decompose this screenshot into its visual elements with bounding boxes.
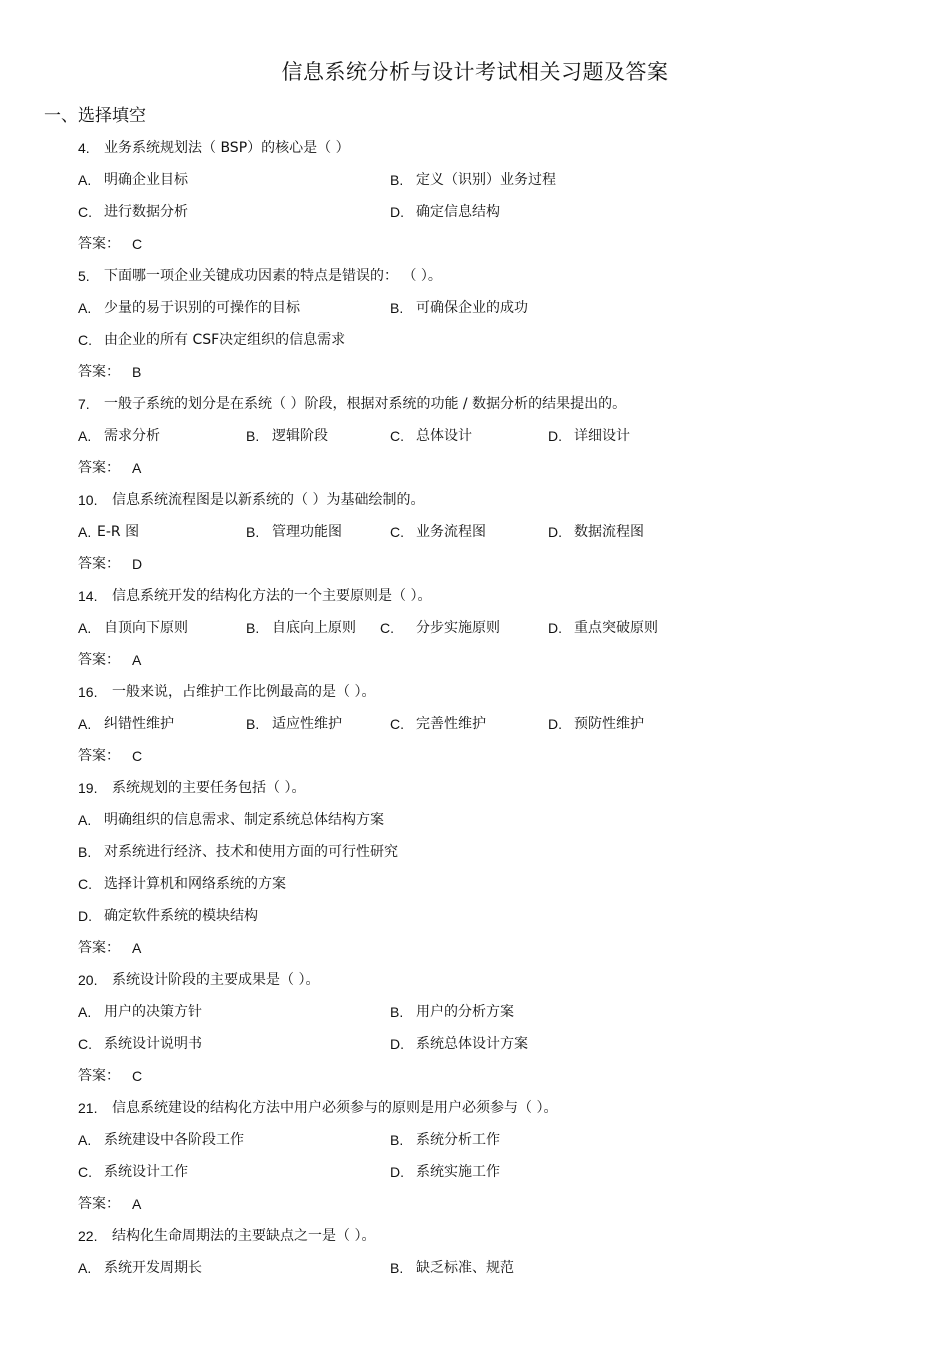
option-letter: B. (246, 716, 260, 732)
option-letter: B. (246, 524, 260, 540)
answer-label: 答案： (78, 1196, 120, 1212)
option-row (0, 840, 950, 864)
option-letter: A. (78, 428, 92, 444)
option-text: 可确保企业的成功 (416, 300, 528, 316)
answer-value: C (132, 1068, 143, 1084)
answer-line (0, 648, 950, 672)
option-text: 用户的决策方针 (104, 1004, 202, 1020)
option-letter: D. (390, 204, 404, 220)
document-title: 信息系统分析与设计考试相关习题及答案 (281, 60, 669, 84)
option-row (0, 1128, 950, 1152)
option-row (0, 1160, 950, 1184)
answer-label: 答案： (78, 460, 120, 476)
answer-label: 答案： (78, 652, 120, 668)
answer-value: A (132, 940, 142, 956)
answer-value: C (132, 748, 143, 764)
option-text: 预防性维护 (574, 716, 644, 732)
option-text: E-R 图 (97, 524, 140, 540)
answer-label: 答案： (78, 364, 120, 380)
question-21 (0, 1096, 950, 1120)
option-text: 由企业的所有 CSF决定组织的信息需求 (104, 332, 346, 348)
option-letter: A. (78, 524, 92, 540)
answer-label: 答案： (78, 940, 120, 956)
question-14 (0, 584, 950, 608)
answer-line (0, 1064, 950, 1088)
answer-value: A (132, 460, 142, 476)
option-letter: A. (78, 620, 92, 636)
option-letter: B. (390, 1132, 404, 1148)
question-text: 系统规划的主要任务包括（ ）。 (112, 780, 306, 796)
option-row (0, 1032, 950, 1056)
question-7 (0, 392, 950, 416)
option-letter: A. (78, 716, 92, 732)
option-text: 少量的易于识别的可操作的目标 (104, 300, 300, 316)
option-text: 系统总体设计方案 (416, 1036, 528, 1052)
option-text: 需求分析 (104, 428, 160, 444)
option-letter: C. (78, 1036, 92, 1052)
option-letter: A. (78, 300, 92, 316)
option-letter: D. (548, 620, 562, 636)
question-number: 21. (78, 1100, 98, 1116)
option-text: 用户的分析方案 (416, 1004, 514, 1020)
option-text: 总体设计 (416, 428, 472, 444)
option-letter: B. (390, 300, 404, 316)
option-letter: C. (78, 1164, 92, 1180)
option-text: 数据流程图 (574, 524, 644, 540)
answer-line (0, 232, 950, 256)
option-text: 确定信息结构 (416, 204, 500, 220)
option-text: 系统建设中各阶段工作 (104, 1132, 244, 1148)
question-5 (0, 264, 950, 288)
question-text: 系统设计阶段的主要成果是（ ）。 (112, 972, 320, 988)
option-letter: B. (390, 172, 404, 188)
option-text: 明确企业目标 (104, 172, 188, 188)
option-text: 确定软件系统的模块结构 (104, 908, 258, 924)
option-letter: A. (78, 1260, 92, 1276)
option-text: 业务流程图 (416, 524, 486, 540)
answer-value: B (132, 364, 142, 380)
option-letter: C. (78, 204, 92, 220)
question-text: 信息系统开发的结构化方法的一个主要原则是（ ）。 (112, 588, 432, 604)
option-text: 完善性维护 (416, 716, 486, 732)
option-letter: D. (390, 1036, 404, 1052)
option-text: 逻辑阶段 (272, 428, 328, 444)
question-22 (0, 1224, 950, 1248)
option-letter: C. (78, 876, 92, 892)
option-text: 系统开发周期长 (104, 1260, 202, 1276)
option-text: 管理功能图 (272, 524, 342, 540)
question-20 (0, 968, 950, 992)
option-text: 选择计算机和网络系统的方案 (104, 876, 286, 892)
question-number: 4. (78, 140, 90, 156)
option-row (0, 296, 950, 320)
option-row (0, 712, 950, 736)
answer-label: 答案： (78, 236, 120, 252)
option-letter: D. (78, 908, 92, 924)
option-text: 详细设计 (574, 428, 630, 444)
question-text: 业务系统规划法（ BSP）的核心是（ ） (104, 140, 350, 156)
question-number: 22. (78, 1228, 98, 1244)
answer-value: A (132, 1196, 142, 1212)
question-10 (0, 488, 950, 512)
question-text: 信息系统流程图是以新系统的（ ）为基础绘制的。 (112, 492, 425, 508)
option-letter: C. (380, 620, 394, 636)
answer-value: C (132, 236, 143, 252)
option-letter: C. (390, 428, 404, 444)
option-letter: B. (78, 844, 92, 860)
answer-line (0, 360, 950, 384)
option-letter: B. (390, 1260, 404, 1276)
option-text: 分步实施原则 (416, 620, 500, 636)
question-text: 结构化生命周期法的主要缺点之一是（ ）。 (112, 1228, 376, 1244)
option-letter: A. (78, 1132, 92, 1148)
option-row (0, 328, 950, 352)
option-row (0, 520, 950, 544)
option-letter: C. (390, 716, 404, 732)
question-number: 19. (78, 780, 98, 796)
question-number: 16. (78, 684, 98, 700)
question-number: 20. (78, 972, 98, 988)
answer-label: 答案： (78, 556, 120, 572)
option-row (0, 872, 950, 896)
option-letter: B. (246, 428, 260, 444)
option-row (0, 200, 950, 224)
option-row (0, 808, 950, 832)
question-text: 一般来说，占维护工作比例最高的是（ ）。 (112, 684, 376, 700)
option-letter: D. (390, 1164, 404, 1180)
question-number: 5. (78, 268, 90, 284)
option-letter: A. (78, 172, 92, 188)
option-text: 系统设计说明书 (104, 1036, 202, 1052)
answer-value: D (132, 556, 143, 572)
option-text: 缺乏标准、规范 (416, 1260, 514, 1276)
option-letter: D. (548, 716, 562, 732)
option-letter: C. (78, 332, 92, 348)
option-letter: A. (78, 812, 92, 828)
option-letter: D. (548, 428, 562, 444)
answer-line (0, 552, 950, 576)
option-letter: C. (390, 524, 404, 540)
option-row (0, 1000, 950, 1024)
option-text: 适应性维护 (272, 716, 342, 732)
question-text: 信息系统建设的结构化方法中用户必须参与的原则是用户必须参与（ ）。 (112, 1100, 558, 1116)
option-text: 对系统进行经济、技术和使用方面的可行性研究 (104, 844, 398, 860)
option-text: 重点突破原则 (574, 620, 658, 636)
option-row (0, 1256, 950, 1280)
question-text: 一般子系统的划分是在系统（ ）阶段，根据对系统的功能 / 数据分析的结果提出的。 (104, 396, 627, 412)
question-number: 10. (78, 492, 98, 508)
option-row (0, 904, 950, 928)
option-letter: B. (390, 1004, 404, 1020)
option-text: 自顶向下原则 (104, 620, 188, 636)
section-heading: 一、选择填空 (44, 106, 146, 126)
question-4 (0, 136, 950, 160)
option-text: 系统设计工作 (104, 1164, 188, 1180)
question-number: 7. (78, 396, 90, 412)
option-letter: B. (246, 620, 260, 636)
question-number: 14. (78, 588, 98, 604)
answer-label: 答案： (78, 1068, 120, 1084)
option-letter: A. (78, 1004, 92, 1020)
option-row (0, 168, 950, 192)
option-text: 自底向上原则 (272, 620, 356, 636)
answer-line (0, 1192, 950, 1216)
option-text: 进行数据分析 (104, 204, 188, 220)
option-text: 系统实施工作 (416, 1164, 500, 1180)
question-19 (0, 776, 950, 800)
option-row (0, 616, 950, 640)
option-text: 明确组织的信息需求、制定系统总体结构方案 (104, 812, 384, 828)
option-text: 纠错性维护 (104, 716, 174, 732)
answer-label: 答案： (78, 748, 120, 764)
option-text: 系统分析工作 (416, 1132, 500, 1148)
option-letter: D. (548, 524, 562, 540)
answer-value: A (132, 652, 142, 668)
answer-line (0, 936, 950, 960)
question-16 (0, 680, 950, 704)
question-text: 下面哪一项企业关键成功因素的特点是错误的： （ ）。 (104, 268, 442, 284)
answer-line (0, 744, 950, 768)
option-text: 定义（识别）业务过程 (416, 172, 556, 188)
option-row (0, 424, 950, 448)
answer-line (0, 456, 950, 480)
